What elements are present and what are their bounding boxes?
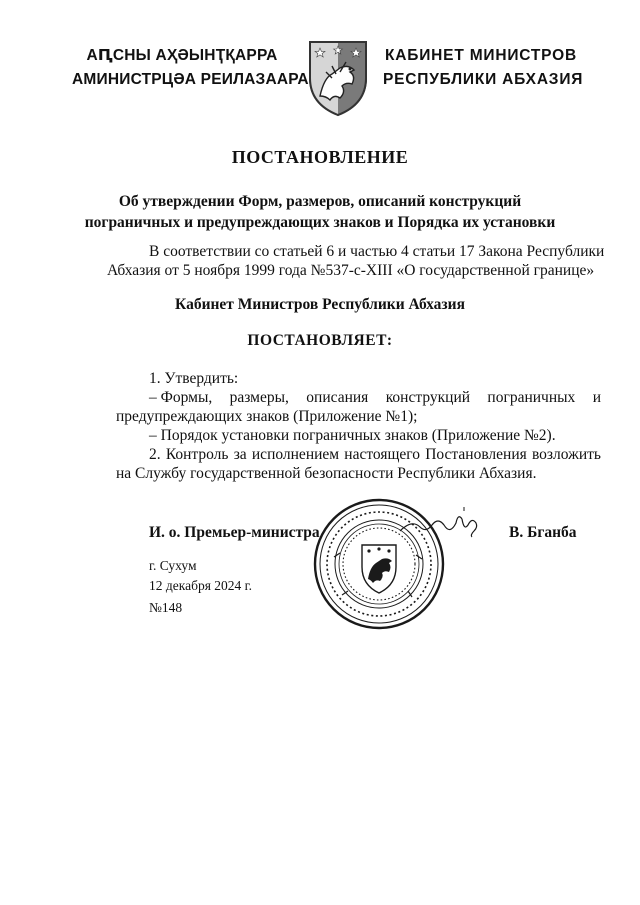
item-2-word: Постановления xyxy=(425,446,527,463)
item-2-word: Контроль xyxy=(165,446,229,463)
item-1b: – Порядок установки пограничных знаков (Приложение №2). xyxy=(149,427,556,444)
item-2-word: возложить xyxy=(531,446,601,463)
document-number: №148 xyxy=(149,600,183,615)
item-2-word: исполнением xyxy=(251,446,340,463)
header-right-line2: РЕСПУБЛИКИ АБХАЗИЯ xyxy=(383,71,584,88)
header-right-line1: КАБИНЕТ МИНИСТРОВ xyxy=(385,47,577,64)
subject-line2: пограничных и предупреждающих знаков и Порядка их установки xyxy=(84,214,556,231)
document-date: 12 декабря 2024 г. xyxy=(149,578,253,593)
decides-heading: ПОСТАНОВЛЯЕТ: xyxy=(247,332,393,349)
item-1a-line2: предупреждающих знаков (Приложение №1); xyxy=(116,408,418,425)
document-city: г. Сухум xyxy=(149,558,197,573)
preamble-line2: Абхазия от 5 ноября 1999 года №537-с-XIII «О государственной границе» xyxy=(107,262,595,279)
item-2-word: 2. xyxy=(149,446,161,463)
item-1a-word: пограничных xyxy=(487,389,576,406)
document-subject xyxy=(80,191,560,233)
item-2-line2: на Службу государственной безопасности Республики Абхазия. xyxy=(116,465,537,482)
item-1a-word: и xyxy=(592,389,601,406)
preamble-line1: В соответствии со статьей 6 и частью 4 статьи 17 Закона Республики xyxy=(149,243,605,260)
signatory-role: И. о. Премьер-министра xyxy=(149,524,320,541)
coat-of-arms-icon xyxy=(306,38,370,118)
item-1a-word: – Формы, xyxy=(149,389,213,406)
item-2-word: за xyxy=(233,446,247,463)
item-1a-word: конструкций xyxy=(385,389,471,406)
item-2-line1 xyxy=(149,445,601,464)
item-1a-line1 xyxy=(149,388,601,407)
item-2-word: настоящего xyxy=(344,446,421,463)
header-left-line1: АԤСНЫ АҲӘЫНҬҚАРРА xyxy=(86,47,278,64)
header-left-line2: АМИНИСТРЦӘА РЕИЛАЗААРА xyxy=(72,71,309,88)
header-left xyxy=(72,44,309,92)
preamble xyxy=(107,242,605,280)
subject-line1: Об утверждении Форм, размеров, описаний конструкций xyxy=(118,193,522,210)
signatory-name: В. Бганба xyxy=(509,524,577,541)
handwritten-signature-icon xyxy=(398,505,480,539)
item-1a-word: размеры, xyxy=(229,389,289,406)
item-1: 1. Утвердить: xyxy=(149,370,239,387)
document-title: ПОСТАНОВЛЕНИЕ xyxy=(231,147,409,167)
cabinet-heading: Кабинет Министров Республики Абхазия xyxy=(175,296,465,313)
item-1a-word: описания xyxy=(306,389,369,406)
header-right xyxy=(383,44,584,92)
